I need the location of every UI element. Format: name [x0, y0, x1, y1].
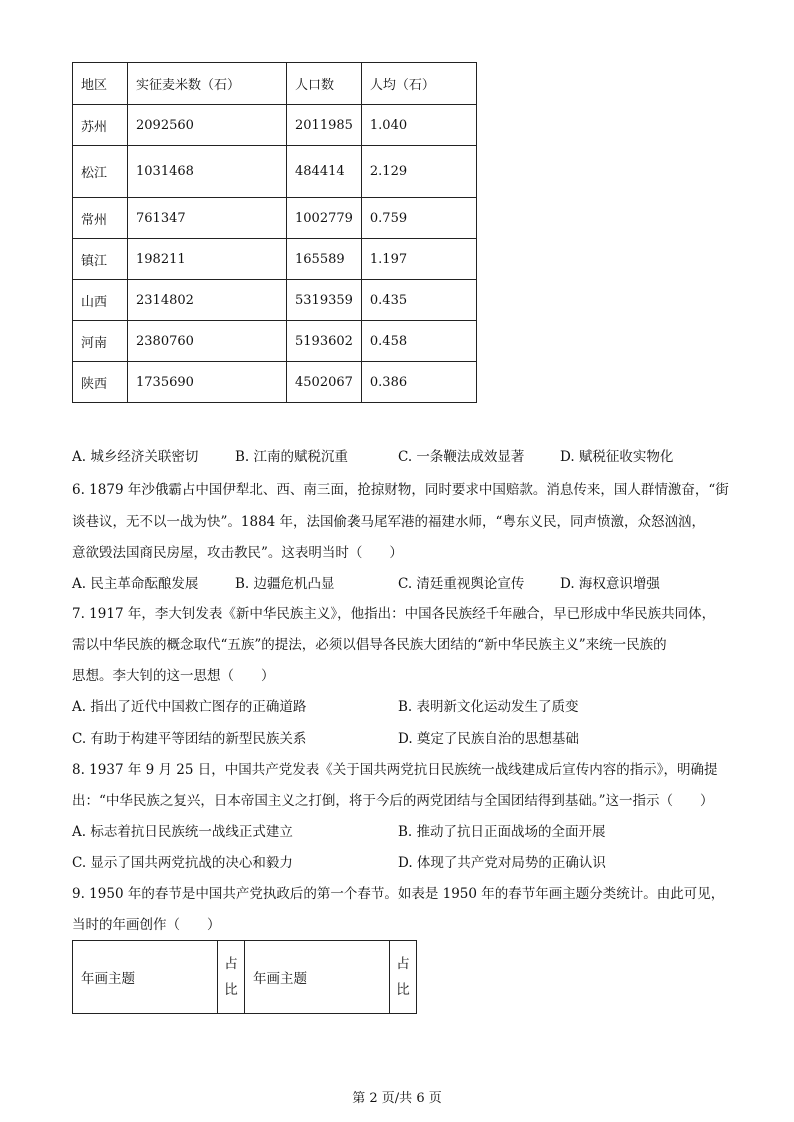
table-row: [73, 321, 477, 362]
grain-tax-table: [72, 62, 477, 403]
cell-grain-tax: 198211: [128, 239, 287, 280]
cell-per-capita: 0.458: [361, 321, 476, 362]
cell-region: 苏州: [73, 105, 128, 146]
cell-population: 1002779: [287, 198, 362, 239]
cell-per-capita: 0.759: [361, 198, 476, 239]
table-header-row: [73, 63, 477, 105]
header-proportion: 占比: [218, 941, 245, 1014]
q7-option-b: B. 表明新文化运动发生了质变: [398, 699, 579, 715]
header-grain-tax: 实征麦米数（石）: [128, 63, 287, 105]
cell-population: 5319359: [287, 280, 362, 321]
q8-option-b: B. 推动了抗日正面战场的全面开展: [398, 824, 606, 840]
q5-option-b: B. 江南的赋税沉重: [235, 449, 349, 465]
q6-option-d: D. 海权意识增强: [560, 576, 660, 592]
q7-stem-line: 需以中华民族的概念取代“五族”的提法，必须以倡导各民族大团结的“新中华民族主义”来统一民族的: [72, 637, 667, 653]
q8-option-d: D. 体现了共产党对局势的正确认识: [398, 855, 606, 871]
cell-grain-tax: 761347: [128, 198, 287, 239]
q6-stem-line: 意欲毁法国商民房屋，攻击教民”。这表明当时（ ）: [72, 545, 403, 561]
table-header-row: [73, 941, 417, 1014]
header-painting-theme: 年画主题: [245, 941, 390, 1014]
q7-option-d: D. 奠定了民族自治的思想基础: [398, 731, 579, 747]
table-row: [73, 280, 477, 321]
header-region: 地区: [73, 63, 128, 105]
cell-per-capita: 1.197: [361, 239, 476, 280]
cell-per-capita: 2.129: [361, 146, 476, 198]
cell-grain-tax: 1031468: [128, 146, 287, 198]
cell-region: 山西: [73, 280, 128, 321]
q8-option-a: A. 标志着抗日民族统一战线正式建立: [72, 824, 293, 840]
header-painting-theme: 年画主题: [73, 941, 218, 1014]
cell-grain-tax: 2314802: [128, 280, 287, 321]
cell-region: 常州: [73, 198, 128, 239]
table-row: [73, 362, 477, 403]
q6-option-a: A. 民主革命酝酿发展: [72, 576, 199, 592]
table-row: [73, 146, 477, 198]
q8-stem-line: 8. 1937 年 9 月 25 日，中国共产党发表《关于国共两党抗日民族统一战线建成后宣传内容的指示》，明确提: [72, 762, 718, 778]
q9-stem-line: 9. 1950 年的春节是中国共产党执政后的第一个春节。如表是 1950 年的春节年画主题分类统计。由此可见，: [72, 886, 725, 902]
q8-option-c: C. 显示了国共两党抗战的决心和毅力: [72, 855, 293, 871]
cell-region: 河南: [73, 321, 128, 362]
cell-population: 484414: [287, 146, 362, 198]
q5-option-a: A. 城乡经济关联密切: [72, 449, 199, 465]
cell-per-capita: 0.435: [361, 280, 476, 321]
cell-grain-tax: 2092560: [128, 105, 287, 146]
q5-option-c: C. 一条鞭法成效显著: [398, 449, 525, 465]
q6-stem-line: 6. 1879 年沙俄霸占中国伊犁北、西、南三面，抢掠财物，同时要求中国赔款。消息传来，国人群情激奋，“街: [72, 482, 729, 498]
q7-option-a: A. 指出了近代中国救亡图存的正确道路: [72, 699, 307, 715]
cell-population: 2011985: [287, 105, 362, 146]
cell-grain-tax: 2380760: [128, 321, 287, 362]
cell-region: 陕西: [73, 362, 128, 403]
header-per-capita: 人均（石）: [361, 63, 476, 105]
q7-stem-line: 7. 1917 年，李大钊发表《新中华民族主义》，他指出：中国各民族经千年融合，早已形成中华民族共同体，: [72, 606, 716, 622]
table-row: [73, 239, 477, 280]
cell-region: 松江: [73, 146, 128, 198]
cell-population: 4502067: [287, 362, 362, 403]
header-population: 人口数: [287, 63, 362, 105]
table-row: [73, 198, 477, 239]
q5-option-d: D. 赋税征收实物化: [560, 449, 674, 465]
cell-population: 165589: [287, 239, 362, 280]
q8-stem-line: 出：“中华民族之复兴，日本帝国主义之打倒，将于今后的两党团结与全国团结得到基础。”这一指示（ ）: [72, 793, 714, 809]
q7-option-c: C. 有助于构建平等团结的新型民族关系: [72, 731, 307, 747]
cell-grain-tax: 1735690: [128, 362, 287, 403]
q7-stem-line: 思想。李大钊的这一思想（ ）: [72, 668, 275, 684]
table-row: [73, 105, 477, 146]
q6-stem-line: 谈巷议，无不以一战为快”。1884 年，法国偷袭马尾军港的福建水师，“粤东义民，同声愤激，众怒汹汹，: [72, 514, 705, 530]
cell-per-capita: 1.040: [361, 105, 476, 146]
q9-stem-line: 当时的年画创作（ ）: [72, 917, 221, 933]
cell-region: 镇江: [73, 239, 128, 280]
q6-option-b: B. 边疆危机凸显: [235, 576, 335, 592]
cell-per-capita: 0.386: [361, 362, 476, 403]
q6-option-c: C. 清廷重视舆论宣传: [398, 576, 525, 592]
header-proportion: 占比: [390, 941, 417, 1014]
cell-population: 5193602: [287, 321, 362, 362]
page-number: 第 2 页/共 6 页: [352, 1091, 442, 1106]
new-year-painting-table: [72, 940, 417, 1014]
